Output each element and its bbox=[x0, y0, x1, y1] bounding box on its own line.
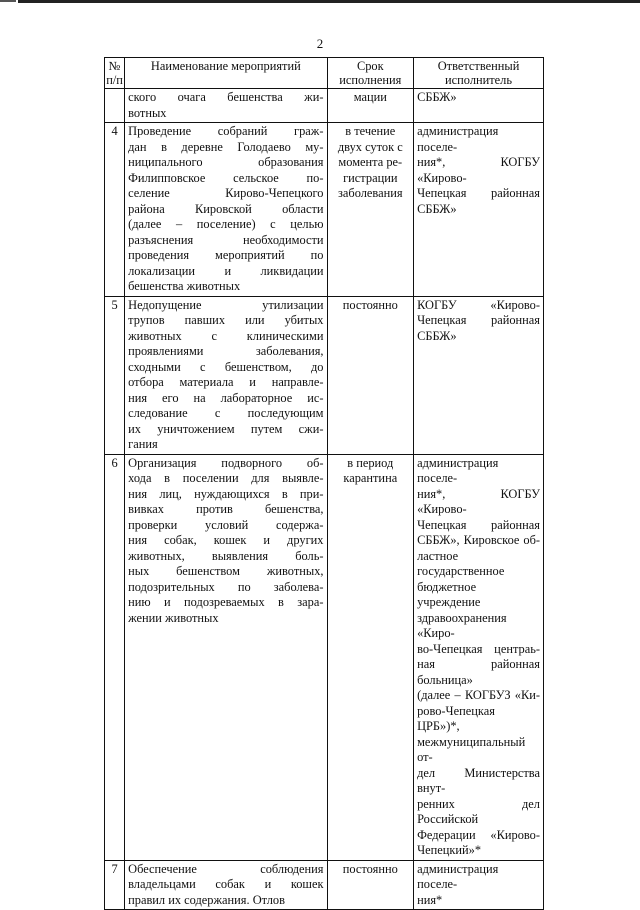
cell-text-line: ния*, КОГБУ «Кирово- bbox=[417, 486, 540, 516]
cell-text-line: в период bbox=[347, 455, 394, 470]
cell-text-line: трупов павших или убитых bbox=[128, 313, 324, 327]
cell-text-line: СББЖ», Кировское об- bbox=[417, 533, 540, 547]
cell-text-line: СББЖ» bbox=[417, 328, 457, 343]
cell-text-line: администрация поселе- bbox=[417, 455, 499, 485]
header-name bbox=[125, 58, 327, 89]
cell-text-line: № bbox=[108, 59, 121, 73]
cell-text-line: их уничтожением путем сжи- bbox=[128, 421, 324, 436]
cell-text-line: межмуниципальный от- bbox=[417, 734, 526, 764]
cell-text-line: рово-Чепецкая ЦРБ»)*, bbox=[417, 703, 495, 733]
cell-text-line: ского очага бешенства жи- bbox=[128, 90, 324, 104]
cell-text-line: селение Кирово-Чепецкого bbox=[128, 186, 324, 200]
responsible-cell bbox=[414, 89, 544, 123]
cell-text-line: СББЖ» bbox=[417, 201, 457, 216]
cell-text-line: гистрации bbox=[343, 170, 398, 185]
cell-text-line: Федерации «Кирово- bbox=[417, 827, 540, 842]
cell-text-line: исполнитель bbox=[445, 73, 513, 87]
cell-text-line: гания bbox=[128, 437, 158, 451]
cell-text-line: постоянно bbox=[342, 297, 398, 312]
cell-text-line: жении животных bbox=[128, 610, 219, 625]
cell-text-line: дел Министерства внут- bbox=[417, 765, 540, 795]
cell-text-line: локализации и ликвидации bbox=[128, 263, 324, 278]
scan-edge-mark bbox=[0, 0, 16, 2]
cell-text-line: ластное государственное bbox=[417, 548, 505, 578]
cell-text-line: вотных bbox=[128, 105, 167, 120]
cell-text-line: нию и подозреваемых в зара- bbox=[128, 595, 324, 609]
cell-text-line: двух суток с bbox=[337, 139, 403, 154]
measure-name-cell bbox=[125, 860, 327, 910]
cell-text-line: проверки условий содержа- bbox=[128, 517, 324, 532]
row-number: 7 bbox=[105, 860, 125, 910]
cell-text-line: бюджетное учреждение bbox=[417, 579, 481, 609]
table-row bbox=[105, 296, 544, 454]
cell-text-line: Чепецкая районная bbox=[417, 517, 540, 532]
measure-name-cell bbox=[125, 296, 327, 454]
cell-text-line: ниципального образования bbox=[128, 155, 324, 169]
responsible-cell bbox=[414, 860, 544, 910]
cell-text-line: разъяснения необходимости bbox=[128, 232, 324, 247]
row-number bbox=[105, 89, 125, 123]
cell-text-line: следование с последующим bbox=[128, 406, 324, 420]
measure-name-cell bbox=[125, 89, 327, 123]
measures-table bbox=[104, 57, 544, 910]
cell-text-line: ния собак, кошек и других bbox=[128, 533, 324, 547]
header-term bbox=[327, 58, 414, 89]
cell-text-line: карантина bbox=[343, 471, 398, 485]
cell-text-line: Наименование мероприятий bbox=[150, 59, 301, 73]
cell-text-line: животных, выявления боль- bbox=[128, 548, 324, 563]
cell-text-line: администрация поселе- bbox=[417, 861, 499, 891]
header-responsible bbox=[414, 58, 544, 89]
cell-text-line: ния лиц, нуждающихся в при- bbox=[128, 486, 324, 501]
cell-text-line: исполнения bbox=[339, 73, 402, 87]
cell-text-line: постоянно bbox=[342, 861, 398, 876]
row-number: 6 bbox=[105, 454, 125, 860]
cell-text-line: Организация подворного об- bbox=[128, 455, 324, 470]
page-number: 2 bbox=[316, 36, 324, 51]
cell-text-line: проведения мероприятий по bbox=[128, 248, 324, 262]
cell-text-line: владельцами собак и кошек bbox=[128, 877, 324, 891]
cell-text-line: Чепецкий»* bbox=[417, 843, 482, 857]
measure-name-cell bbox=[125, 454, 327, 860]
cell-text-line: Чепецкая районная bbox=[417, 186, 540, 200]
responsible-cell bbox=[414, 296, 544, 454]
cell-text-line: вивках против бешенства, bbox=[128, 502, 324, 516]
cell-text-line: здравоохранения «Киро- bbox=[417, 610, 507, 640]
deadline-cell bbox=[327, 454, 414, 860]
cell-text-line: КОГБУ «Кирово- bbox=[417, 297, 540, 312]
cell-text-line: животных с клиническими bbox=[128, 328, 324, 343]
cell-text-line: правил их содержания. Отлов bbox=[128, 892, 285, 907]
table-row bbox=[105, 860, 544, 910]
row-number: 5 bbox=[105, 296, 125, 454]
cell-text-line: (далее – КОГБУЗ «Ки- bbox=[417, 688, 540, 702]
cell-text-line: ния*, КОГБУ «Кирово- bbox=[417, 155, 540, 185]
cell-text-line: (далее – поселение) с целью bbox=[128, 217, 324, 231]
cell-text-line: ренних дел Российской bbox=[417, 796, 540, 826]
cell-text-line: района Кировской области bbox=[128, 201, 324, 216]
cell-text-line: СББЖ» bbox=[417, 90, 457, 104]
cell-text-line: мации bbox=[353, 90, 387, 104]
cell-text-line: ных бешенством животных, bbox=[128, 564, 324, 578]
cell-text-line: в течение bbox=[345, 124, 396, 138]
cell-text-line: администрация поселе- bbox=[417, 124, 499, 154]
cell-text-line: Проведение собраний граж- bbox=[128, 124, 324, 138]
table-row bbox=[105, 454, 544, 860]
row-number: 4 bbox=[105, 123, 125, 297]
cell-text-line: Срок bbox=[356, 59, 384, 73]
cell-text-line: момента ре- bbox=[338, 155, 403, 169]
cell-text-line: заболевания bbox=[338, 186, 403, 200]
cell-text-line: ния его на лабораторное ис- bbox=[128, 390, 324, 405]
cell-text-line: Недопущение утилизации bbox=[128, 297, 324, 312]
cell-text-line: отбора материала и направле- bbox=[128, 375, 324, 389]
cell-text-line: Обеспечение соблюдения bbox=[128, 861, 324, 876]
cell-text-line: проявлениями заболевания, bbox=[128, 344, 324, 358]
cell-text-line: Ответственный bbox=[437, 59, 520, 73]
cell-text-line: ния* bbox=[417, 892, 443, 907]
table-row bbox=[105, 89, 544, 123]
deadline-cell bbox=[327, 296, 414, 454]
cell-text-line: дан в деревне Голодаево му- bbox=[128, 139, 324, 154]
cell-text-line: подозрительных по заболева- bbox=[128, 579, 324, 594]
responsible-cell bbox=[414, 454, 544, 860]
deadline-cell bbox=[327, 860, 414, 910]
table-header-row bbox=[105, 58, 544, 89]
cell-text-line: п/п bbox=[106, 73, 123, 87]
deadline-cell bbox=[327, 89, 414, 123]
measure-name-cell bbox=[125, 123, 327, 297]
responsible-cell bbox=[414, 123, 544, 297]
cell-text-line: Филипповское сельское по- bbox=[128, 170, 324, 185]
cell-text-line: хода в поселении для выявле- bbox=[128, 471, 324, 485]
table-body bbox=[105, 89, 544, 910]
cell-text-line: ная районная больница» bbox=[417, 657, 540, 687]
scan-edge-line bbox=[18, 0, 640, 3]
cell-text-line: во-Чепецкая центраь- bbox=[417, 641, 540, 656]
cell-text-line: Чепецкая районная bbox=[417, 313, 540, 327]
header-num bbox=[105, 58, 125, 89]
deadline-cell bbox=[327, 123, 414, 297]
cell-text-line: бешенства животных bbox=[128, 279, 241, 293]
table-row bbox=[105, 123, 544, 297]
cell-text-line: сходными с бешенством, до bbox=[128, 359, 324, 374]
